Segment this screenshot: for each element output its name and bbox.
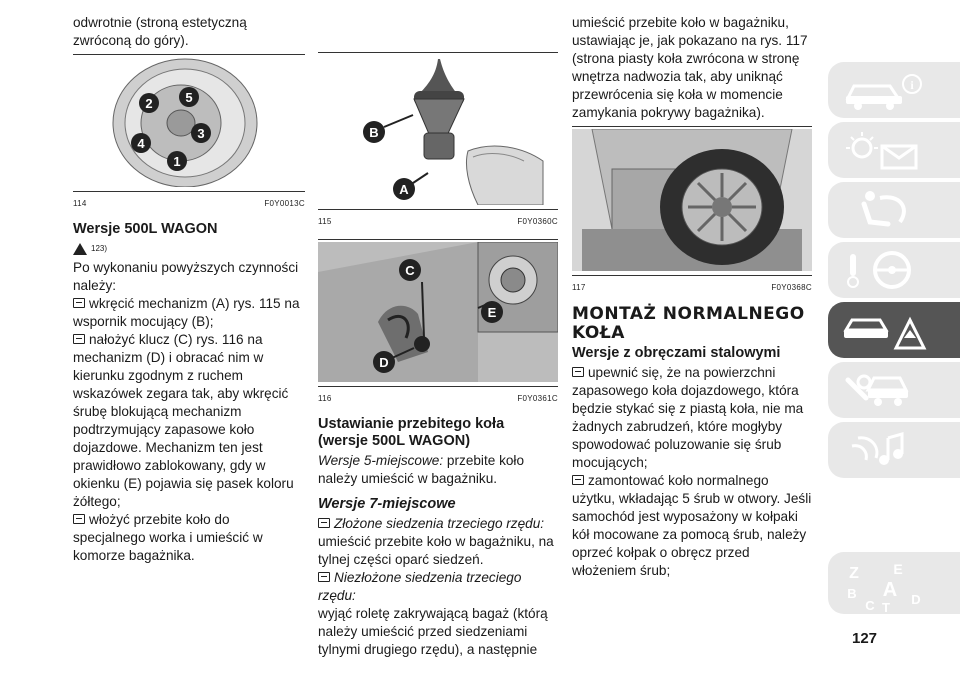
svg-text:i: i (910, 78, 914, 92)
figure-115 (318, 55, 558, 205)
divider (572, 126, 812, 127)
figure-115-caption (318, 213, 558, 231)
index-letter-t: T (882, 600, 890, 614)
column-middle (318, 14, 558, 659)
divider (73, 54, 305, 55)
warning-reference (73, 240, 305, 258)
tab-safety[interactable] (828, 182, 960, 238)
paragraph: umieścić przebite koło w bagażniku, na tylnej części oparć siedzeń. (318, 534, 554, 567)
index-letter-c: C (865, 598, 875, 613)
tab-car-info[interactable] (828, 62, 960, 118)
section-heading: MONTAŻ NORMALNEGO KOŁA (572, 304, 805, 343)
section-heading: Wersje 500L WAGON (73, 221, 218, 237)
fig115-label-b: B (369, 125, 379, 140)
fig116-label-d: D (379, 355, 389, 370)
paragraph-text: przebite koło należy umieścić w bagażniku. (318, 453, 525, 486)
trunk-lock-mechanism-illustration (318, 242, 558, 382)
page-number: 127 (852, 630, 878, 647)
bullet-text: włożyć przebite koło do specjalnego worka i umieścić w komorze bagażnika. (73, 512, 263, 563)
figure-code: F0Y0361C (517, 394, 558, 403)
warning-triangle-icon (73, 243, 87, 255)
note-reference: 123) (91, 244, 108, 253)
checkbox-bullet-icon (572, 367, 584, 377)
column-left (73, 14, 305, 565)
bullet-text: wkręcić mechanizm (A) rys. 115 na wspornik mocujący (B); (73, 296, 300, 329)
bullet-item (572, 364, 812, 472)
airbag-seat-icon (840, 188, 930, 232)
divider (318, 52, 558, 53)
tab-index[interactable] (828, 552, 960, 614)
tab-warning-lights[interactable] (828, 122, 960, 178)
divider (318, 386, 558, 387)
checkbox-bullet-icon (318, 518, 330, 528)
fig114-label-2: 2 (145, 96, 153, 111)
bullet-item (318, 569, 558, 605)
checkbox-bullet-icon (73, 298, 85, 308)
steering-wheel-icon (840, 248, 930, 292)
bullet-item (73, 295, 305, 331)
checkbox-bullet-icon (73, 514, 85, 524)
figure-114-caption (73, 195, 305, 213)
bullet-item (73, 511, 305, 565)
figure-116 (318, 242, 558, 382)
fig114-label-5: 5 (185, 90, 193, 105)
intro-text: umieścić przebite koło w bagażniku, ustawiając je, jak pokazano na rys. 117 (strona piasty koła zwrócona w stronę wnętrza nadwozia tak, aby uniknąć przewrócenia się koła w momencie zamykania pokrywy bagażnika). (572, 15, 808, 120)
index-letter-b: B (847, 586, 857, 601)
index-letter-d: D (911, 592, 921, 607)
index-letter-e: E (893, 561, 903, 577)
divider (318, 239, 558, 240)
tab-emergency[interactable] (828, 302, 960, 358)
wheel-bolts-illustration (73, 57, 305, 187)
figure-114 (73, 57, 305, 187)
bullet-text: upewnić się, że na powierzchni zapasowego koła dojazdowego, która będzie stykać się z piastą koła, nie ma żadnych zabrudzeń, które mogłyby spowodować poluzowanie się śrub mocujących; (572, 365, 804, 470)
subheading: Wersje 7-miejscowe (318, 496, 456, 512)
checkbox-bullet-icon (318, 572, 330, 582)
index-letter-a: A (882, 579, 898, 601)
figure-number: 114 (73, 199, 87, 208)
figure-117-caption (572, 279, 812, 297)
bullet-text: nałożyć klucz (C) rys. 116 na mechanizm (D) i obracać nim w kierunku zgodnym z ruchem wskazówek zegara tak, aby wkręcić śrubę blokującą mechanizm podtrzymujący zapasowe koło dojazdowe. Mechanizm ten jest prawidłowo zablokowany, gdy w okienku (E) pojawia się pasek koloru żółtego; (73, 332, 294, 509)
tab-maintenance[interactable] (828, 362, 960, 418)
tab-driving[interactable] (828, 242, 960, 298)
bullet-item (318, 515, 558, 533)
figure-number: 116 (318, 394, 332, 403)
warning-lights-icon (840, 128, 930, 172)
fig116-label-e: E (487, 305, 497, 320)
checkbox-bullet-icon (572, 475, 584, 485)
maintenance-wrench-icon (840, 368, 930, 412)
multimedia-icon (840, 428, 930, 472)
figure-number: 115 (318, 217, 332, 226)
bullet-text: zamontować koło normalnego użytku, wkładając 5 śrub w otwory. Jeśli samochód jest wyposażony w kołpaki kół mocowane za pomocą śrub, należy oprzeć kołpak o obręcz przed włożeniem śrub; (572, 473, 812, 578)
subheading: Wersje z obręczami stalowymi (572, 345, 781, 361)
italic-lead: Wersje 5-miejscowe: (318, 453, 444, 468)
figure-code: F0Y0360C (517, 217, 558, 226)
fig114-label-4: 4 (137, 136, 145, 151)
tab-multimedia[interactable] (828, 422, 960, 478)
car-info-icon (840, 68, 930, 112)
italic-lead: Niezłożone siedzenia trzeciego rzędu: (318, 570, 522, 603)
checkbox-bullet-icon (73, 334, 85, 344)
fig116-label-c: C (405, 263, 415, 278)
paragraph: wyjąć roletę zakrywającą bagaż (którą należy umieścić przed siedzeniami tylnymi drugiego rzędu), a następnie (318, 606, 548, 657)
paragraph: Po wykonaniu powyższych czynności należy: (73, 260, 299, 293)
figure-116-caption (318, 390, 558, 408)
figure-number: 117 (572, 283, 586, 292)
alphabetical-index-icon (840, 558, 940, 614)
figure-117 (572, 129, 812, 271)
figure-code: F0Y0013C (264, 199, 305, 208)
emergency-breakdown-icon (840, 308, 930, 352)
fig114-label-1: 1 (173, 154, 181, 169)
column-right (572, 14, 812, 580)
fig115-label-a: A (399, 182, 409, 197)
bullet-item (572, 472, 812, 580)
figure-code: F0Y0368C (771, 283, 812, 292)
fig114-label-3: 3 (197, 126, 205, 141)
bullet-item (73, 331, 305, 511)
index-letter-z: Z (849, 565, 859, 582)
italic-lead: Złożone siedzenia trzeciego rzędu: (334, 516, 545, 531)
divider (318, 209, 558, 210)
paragraph (318, 452, 558, 488)
divider (73, 191, 305, 192)
divider (572, 275, 812, 276)
spare-wheel-in-trunk-illustration (572, 129, 812, 271)
section-heading: Ustawianie przebitego koła (wersje 500L WAGON) (318, 416, 505, 449)
intro-text: odwrotnie (stroną estetyczną zwróconą do góry). (73, 15, 247, 48)
spare-wheel-mechanism-illustration (318, 55, 558, 205)
